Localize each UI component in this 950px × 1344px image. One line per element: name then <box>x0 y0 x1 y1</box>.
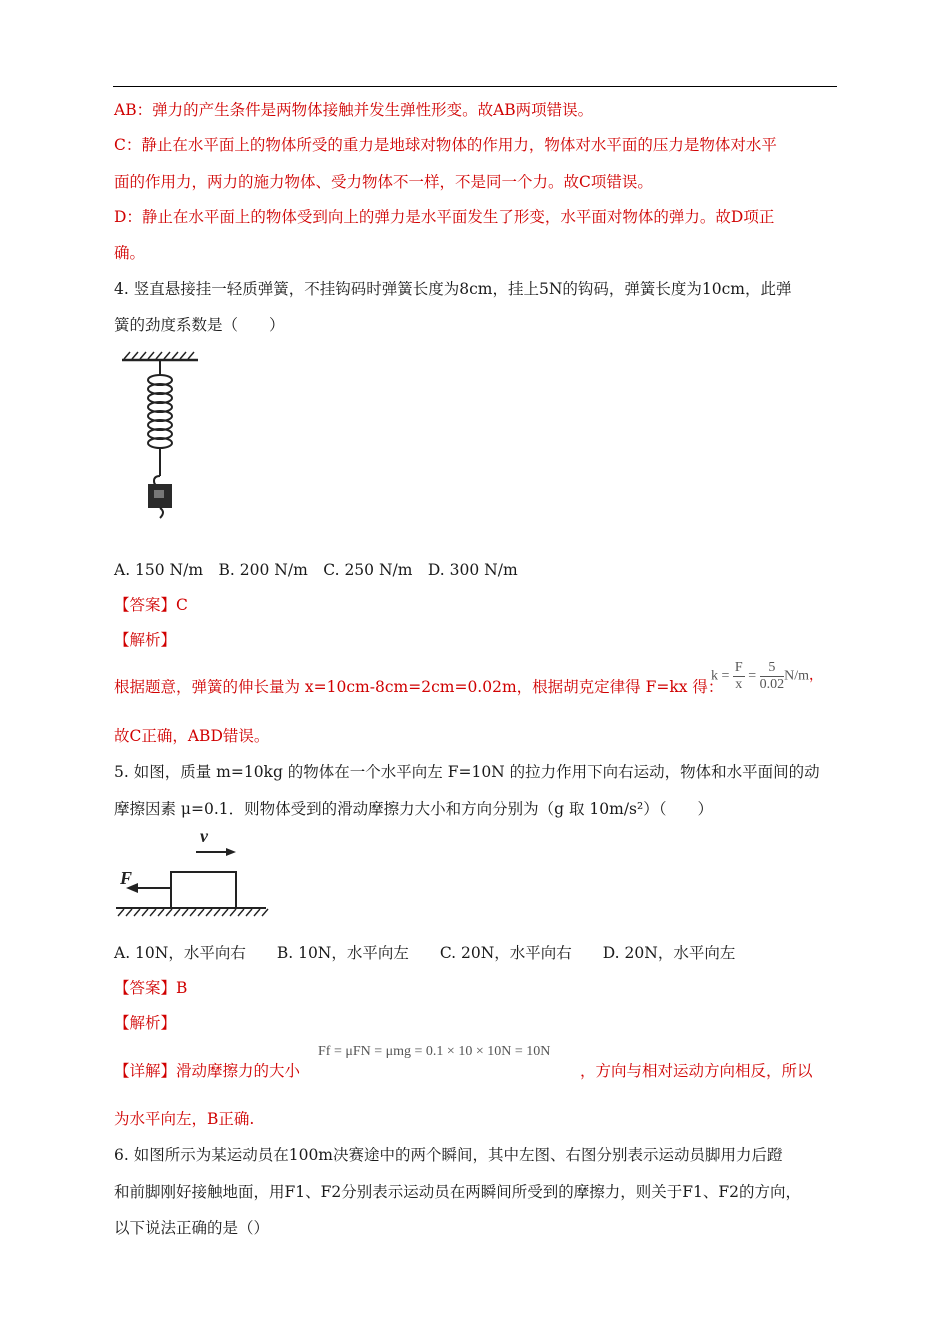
q5-answer: 【答案】B <box>114 979 188 997</box>
hooke-law-formula: k = $\frac{F}{x}$ = $\frac{5}{0.02}$ N/m， <box>711 660 823 692</box>
q4-stem-line1: 4. 竖直悬接挂一轻质弹簧，不挂钩码时弹簧长度为8cm，挂上5N的钩码，弹簧长度为10cm，此弹 <box>114 280 792 298</box>
explanation-c-line2: 面的作用力，两力的施力物体、受力物体不一样，不是同一个力。故C项错误。 <box>114 173 653 191</box>
force-label: F <box>120 868 133 888</box>
block-figure <box>114 826 272 922</box>
q4-stem-line2: 簧的劲度系数是（ ） <box>114 316 285 334</box>
q5-detail-prefix: 【详解】滑动摩擦力的大小 <box>114 1062 301 1080</box>
friction-formula: Ff = μFN = μmg = 0.1 × 10 × 10N = 10N <box>318 1044 551 1059</box>
q5-detail-suffix: ，方向与相对运动方向相反，所以 <box>580 1062 813 1080</box>
q5-options: A. 10N，水平向右 B. 10N，水平向左 C. 20N，水平向右 D. 20N，水平向左 <box>114 944 736 962</box>
q4-answer: 【答案】C <box>114 596 188 614</box>
formula-unit: N/m <box>784 668 809 684</box>
velocity-arrow <box>226 848 236 856</box>
spring-coils <box>148 375 172 448</box>
header-rule <box>113 86 837 87</box>
q4-analysis-label: 【解析】 <box>114 631 177 649</box>
explanation-ab: AB：弹力的产生条件是两物体接触并发生弹性形变。故AB两项错误。 <box>114 101 594 119</box>
spring-figure <box>118 350 208 522</box>
explanation-d-line1: D：静止在水平面上的物体受到向上的弹力是水平面发生了形变，水平面对物体的弹力。故D项正 <box>114 208 775 226</box>
formula-fraction-values: $\frac{5}{0.02}$ <box>759 660 785 692</box>
formula-equals: = <box>748 668 757 684</box>
q5-stem-line1: 5. 如图，质量 m=10kg 的物体在一个水平向左 F=10N 的拉力作用下向右运动，物体和水平面间的动 <box>114 763 820 781</box>
explanation-c-line1: C：静止在水平面上的物体所受的重力是地球对物体的作用力，物体对水平面的压力是物体对水平 <box>114 136 777 154</box>
ground-hatch <box>118 909 268 916</box>
q4-explanation-text: 根据题意，弹簧的伸长量为 x=10cm-8cm=2cm=0.02m，根据胡克定律得 F=kx 得： <box>114 678 724 696</box>
q5-analysis-label: 【解析】 <box>114 1014 177 1032</box>
q6-stem-line2: 和前脚刚好接触地面，用F1、F2分别表示运动员在两瞬间所受到的摩擦力，则关于F1、F2的方向， <box>114 1183 801 1201</box>
block <box>171 872 236 908</box>
q6-stem-line3: 以下说法正确的是（） <box>114 1219 270 1237</box>
q4-explanation-line1 <box>114 677 723 697</box>
q5-detail-line2: 为水平向左，B正确. <box>114 1110 255 1128</box>
q4-options: A. 150 N/m B. 200 N/m C. 250 N/m D. 300 N/m <box>114 561 518 579</box>
formula-fraction-fx: $\frac{F}{x}$ <box>734 660 743 692</box>
velocity-label: v <box>200 826 208 846</box>
explanation-d-line2: 确。 <box>114 244 146 262</box>
ceiling-hatch <box>124 352 194 359</box>
formula-k: k = <box>711 668 730 684</box>
q4-explanation-line2: 故C正确，ABD错误。 <box>114 727 270 745</box>
q5-stem-line2: 摩擦因素 μ=0.1．则物体受到的滑动摩擦力大小和方向分别为（g 取 10m/s²）（ ） <box>114 800 713 818</box>
q6-stem-line1: 6. 如图所示为某运动员在100m决赛途中的两个瞬间，其中左图、右图分别表示运动员脚用力后蹬 <box>114 1146 783 1164</box>
